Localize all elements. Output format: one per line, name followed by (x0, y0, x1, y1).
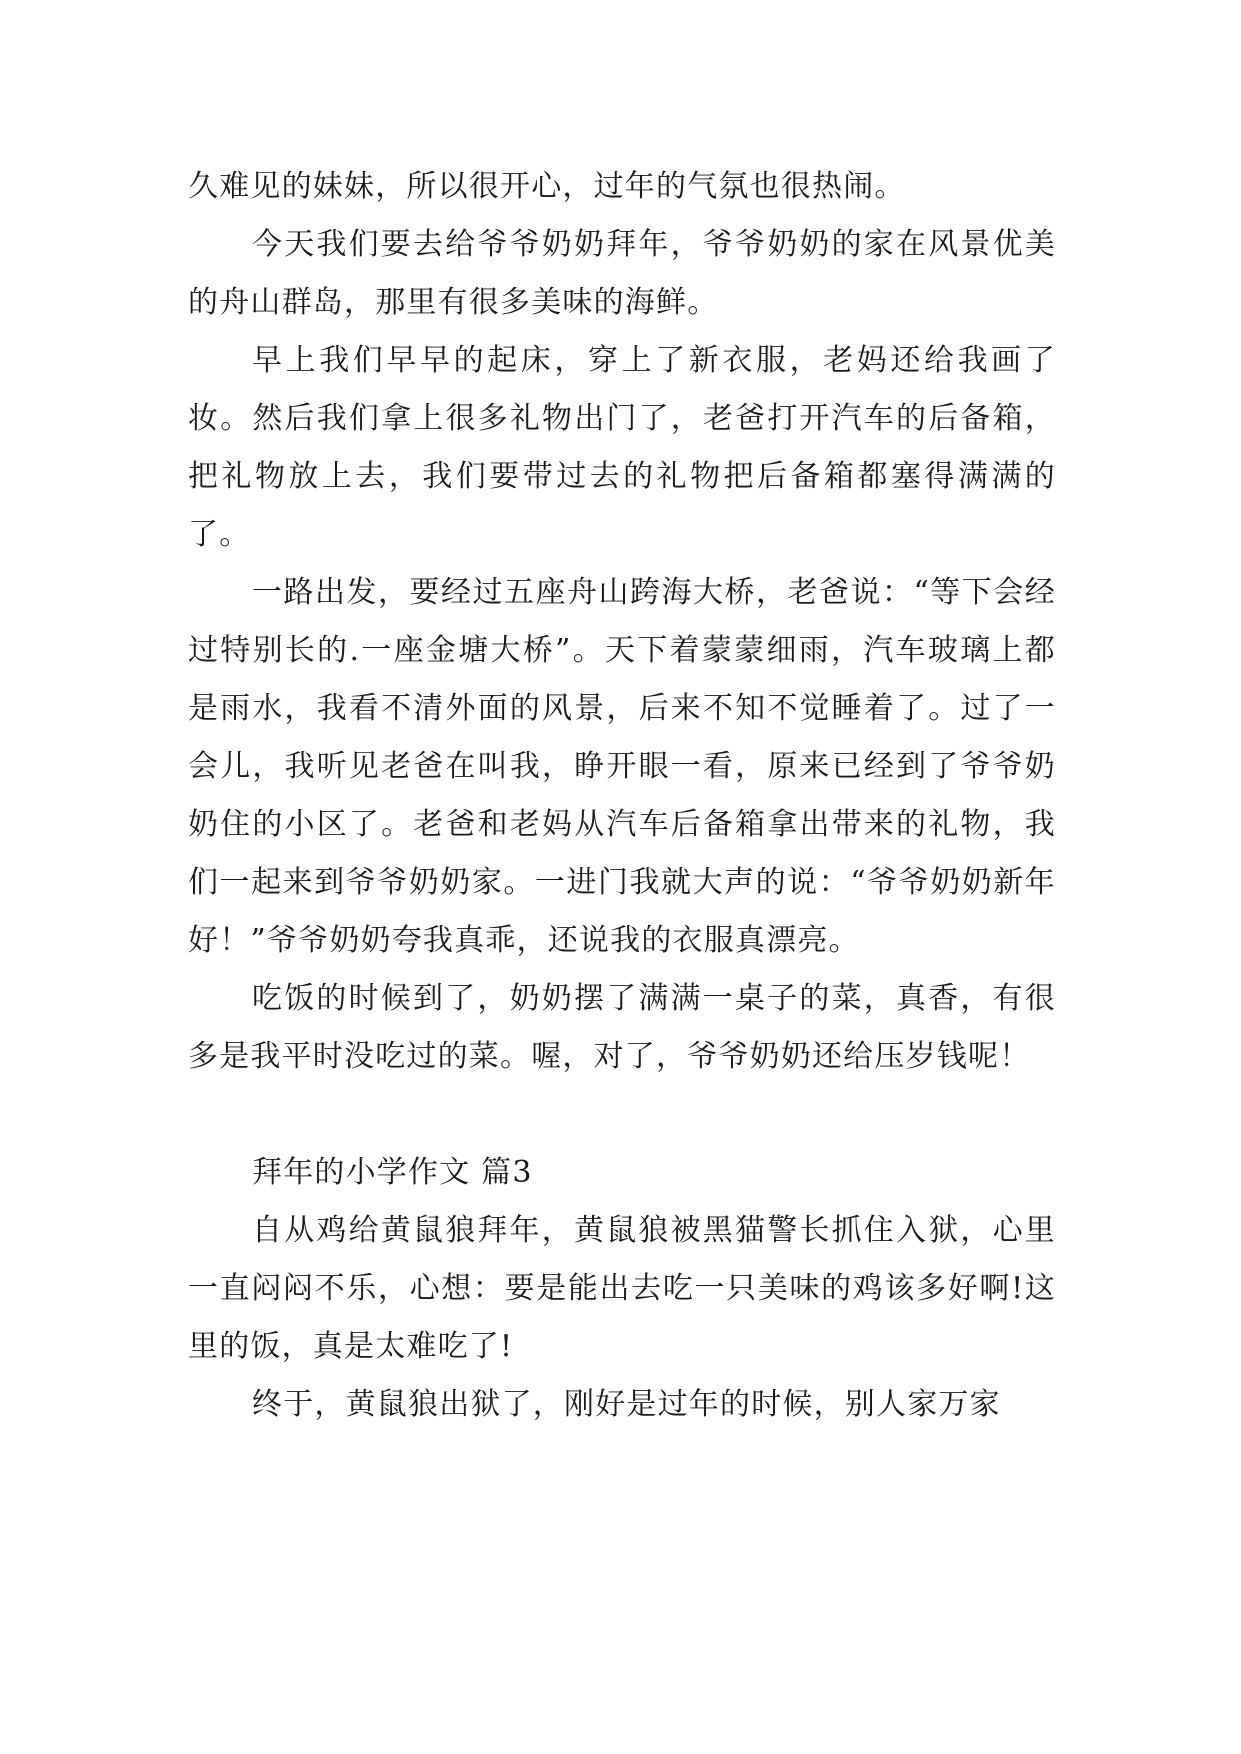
paragraph-6: 自从鸡给黄鼠狼拜年，黄鼠狼被黑猫警长抓住入狱，心里一直闷闷不乐，心想：要是能出去吃一只美味的鸡该多好啊!这里的饭，真是太难吃了! (188, 1213, 1056, 1364)
paragraph-1: 久难见的妹妹，所以很开心，过年的气氛也很热闹。 (188, 169, 906, 204)
document-page (188, 158, 1056, 1434)
paragraph-4: 一路出发，要经过五座舟山跨海大桥，老爸说：“等下会经过特别长的.一座金塘大桥”。天下着蒙蒙细雨，汽车玻璃上都是雨水，我看不清外面的风景，后来不知不觉睡着了。过了一会儿，我听见老爸在叫我，睁开眼一看，原来已经到了爷爷奶奶住的小区了。老爸和老妈从汽车后备箱拿出带来的礼物，我们一起来到爷爷奶奶家。一进门我就大声的说：“爷爷奶奶新年好！”爷爷奶奶夸我真乖，还说我的衣服真漂亮。 (188, 575, 1056, 958)
section-heading: 拜年的小学作文 篇3 (252, 1155, 533, 1190)
paragraph-2: 今天我们要去给爷爷奶奶拜年，爷爷奶奶的家在风景优美的舟山群岛，那里有很多美味的海鲜。 (188, 227, 1056, 320)
section-gap (188, 1086, 1056, 1144)
paragraph-5: 吃饭的时候到了，奶奶摆了满满一桌子的菜，真香，有很多是我平时没吃过的菜。喔，对了，爷爷奶奶还给压岁钱呢！ (188, 981, 1056, 1074)
paragraph-3: 早上我们早早的起床，穿上了新衣服，老妈还给我画了妆。然后我们拿上很多礼物出门了，老爸打开汽车的后备箱，把礼物放上去，我们要带过去的礼物把后备箱都塞得满满的了。 (188, 343, 1056, 552)
paragraph-7: 终于，黄鼠狼出狱了，刚好是过年的时候，别人家万家 (252, 1387, 1001, 1422)
